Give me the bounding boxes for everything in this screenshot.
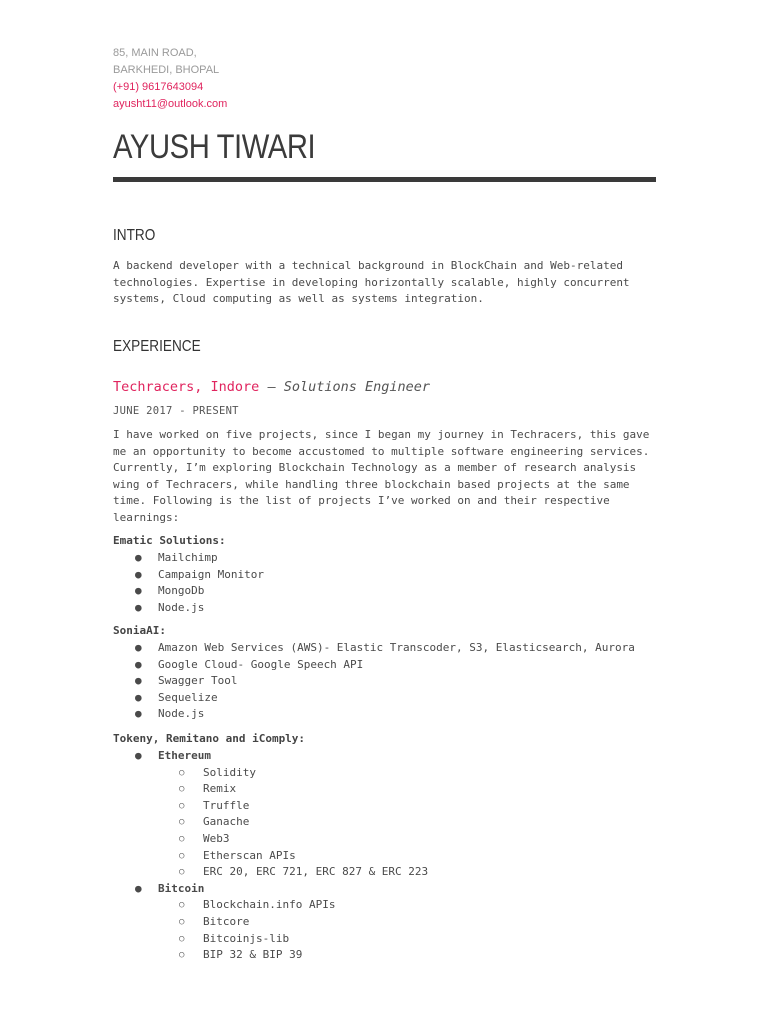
list-item: ● Bitcoin	[113, 881, 428, 898]
title-separator: —	[259, 379, 284, 395]
bullet-icon: ●	[135, 600, 142, 614]
circle-bullet-icon: ○	[179, 916, 185, 927]
bullet-icon: ●	[135, 584, 142, 598]
circle-bullet-icon: ○	[179, 867, 185, 878]
sub-list-item: ○ BIP 32 & BIP 39	[113, 947, 428, 964]
sub-list-item: ○ Solidity	[113, 765, 428, 782]
sub-list-item: ○ Bitcore	[113, 914, 428, 931]
company-name: Techracers, Indore	[113, 379, 260, 395]
email-link[interactable]: ayusht11@outlook.com	[113, 98, 228, 110]
project-list	[113, 550, 264, 616]
bullet-icon: ●	[135, 567, 142, 581]
sub-list-item: ○ Remix	[113, 781, 428, 798]
list-item: ● Node.js	[113, 706, 635, 723]
bullet-icon: ●	[135, 749, 142, 762]
list-item: ● Mailchimp	[113, 550, 264, 567]
list-item: ● MongoDb	[113, 583, 264, 600]
list-item: ● Swagger Tool	[113, 673, 635, 690]
sub-list-item: ○ Blockchain.info APIs	[113, 897, 428, 914]
address-line-1: 85, MAIN ROAD,	[113, 47, 197, 59]
sub-list-item: ○ Ganache	[113, 814, 428, 831]
phone-number[interactable]: (+91) 9617643094	[113, 81, 204, 93]
address-line-2: BARKHEDI, BHOPAL	[113, 64, 220, 76]
sub-list-item: ○ Bitcoinjs-lib	[113, 931, 428, 948]
job-role: Solutions Engineer	[283, 379, 431, 395]
sub-list-item: ○ ERC 20, ERC 721, ERC 827 & ERC 223	[113, 864, 428, 881]
intro-heading: INTRO	[113, 227, 156, 244]
sub-list-item: ○ Web3	[113, 831, 428, 848]
circle-bullet-icon: ○	[179, 767, 185, 778]
job-title-line	[113, 379, 430, 395]
bullet-icon: ●	[135, 674, 142, 688]
circle-bullet-icon: ○	[179, 933, 185, 944]
contact-block	[113, 45, 227, 113]
circle-bullet-icon: ○	[179, 817, 185, 828]
project-title: SoniaAI:	[113, 624, 166, 637]
bullet-icon: ●	[135, 707, 142, 721]
bullet-icon: ●	[135, 641, 142, 654]
circle-bullet-icon: ○	[179, 950, 185, 961]
circle-bullet-icon: ○	[179, 800, 185, 811]
bullet-icon: ●	[135, 551, 142, 564]
header-divider	[113, 177, 656, 182]
sub-list-item: ○ Etherscan APIs	[113, 848, 428, 865]
experience-heading: EXPERIENCE	[113, 338, 201, 355]
circle-bullet-icon: ○	[179, 784, 185, 795]
candidate-name: AYUSH TIWARI	[113, 128, 316, 166]
circle-bullet-icon: ○	[179, 900, 185, 911]
sub-list-item: ○ Truffle	[113, 798, 428, 815]
job-description: I have worked on five projects, since I began my journey in Techracers, this gave me an opportunity to become accustomed to multiple software engineering services. Currently, I’m exploring Blockchain Technology as a member of research analysis wing of Techracers, while handling three blockchain based projects at the same time. Following is the list of projects I’ve worked on and their respective learnings:	[113, 428, 650, 524]
project-title: Ematic Solutions:	[113, 534, 226, 547]
circle-bullet-icon: ○	[179, 833, 185, 844]
project-title: Tokeny, Remitano and iComply:	[113, 732, 306, 745]
list-item: ● Google Cloud- Google Speech API	[113, 657, 635, 674]
project-list	[113, 640, 635, 723]
circle-bullet-icon: ○	[179, 850, 185, 861]
bullet-icon: ●	[135, 690, 142, 704]
list-item: ● Ethereum	[113, 748, 428, 765]
job-dates: JUNE 2017 - PRESENT	[113, 405, 239, 417]
bullet-icon: ●	[135, 657, 142, 671]
list-item: ● Sequelize	[113, 690, 635, 707]
list-item: ● Node.js	[113, 600, 264, 617]
project-list	[113, 748, 428, 964]
intro-text: A backend developer with a technical background in BlockChain and Web-related technologies. Expertise in developing horizontally scalable, highly concurrent systems, Cloud computing as well as systems integration.	[113, 259, 630, 306]
list-item: ● Campaign Monitor	[113, 567, 264, 584]
list-item: ● Amazon Web Services (AWS)- Elastic Transcoder, S3, Elasticsearch, Aurora	[113, 640, 635, 657]
bullet-icon: ●	[135, 881, 142, 895]
